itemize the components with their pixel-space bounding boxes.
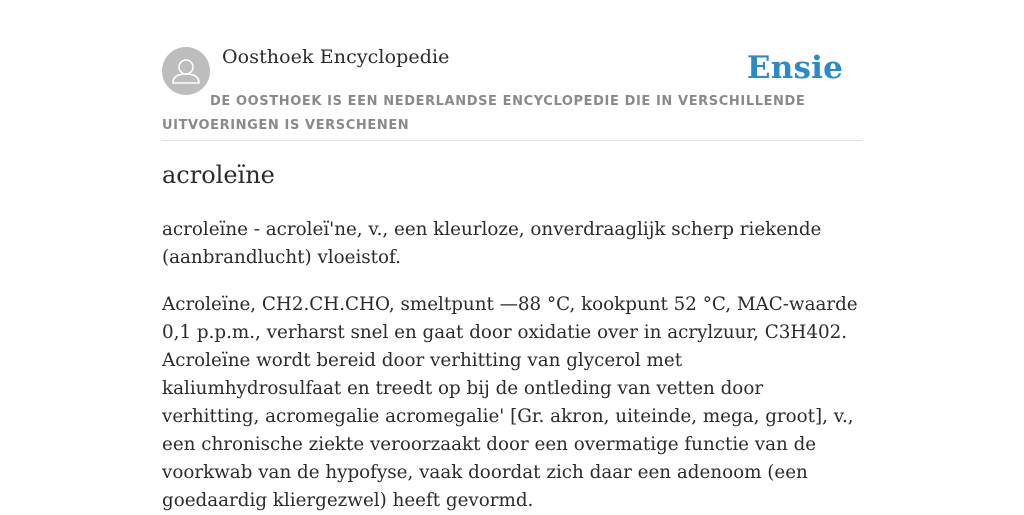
article-paragraph-1: acroleïne - acroleï'ne, v., een kleurloze, onverdraaglijk scherp riekende (aanbrandlucht) vloeistof. — [162, 219, 822, 268]
page-container — [162, 0, 862, 511]
site-title[interactable]: Oosthoek Encyclopedie — [222, 46, 450, 68]
site-header — [162, 0, 862, 141]
article-title: acroleïne — [162, 161, 275, 189]
site-description: DE OOSTHOEK IS EEN NEDERLANDSE ENCYCLOPEDIE DIE IN VERSCHILLENDE UITVOERINGEN IS VERSCHENEN — [162, 94, 806, 133]
brand-logo[interactable]: Ensie — [746, 50, 843, 86]
user-avatar-icon[interactable] — [162, 47, 210, 95]
article-paragraph-2: Acroleïne, CH2.CH.CHO, smeltpunt —88 °C, kookpunt 52 °C, MAC-waarde 0,1 p.p.m., verharst snel en gaat door oxidatie over in acrylzuur, C3H402. Acroleïne wordt bereid door verhitting van glycerol met kaliumhydrosulfaat en treedt op bij de ontleding van vetten door verhitting, acromegalie acromegalie' [Gr. akron, uiteinde, mega, groot], v., een chronische ziekte veroorzaakt door een overmatige functie van de voorkwab van de hypofyse, vaak doordat zich daar een adenoom (een goedaardig kliergezwel) heeft gevormd. — [162, 294, 858, 511]
